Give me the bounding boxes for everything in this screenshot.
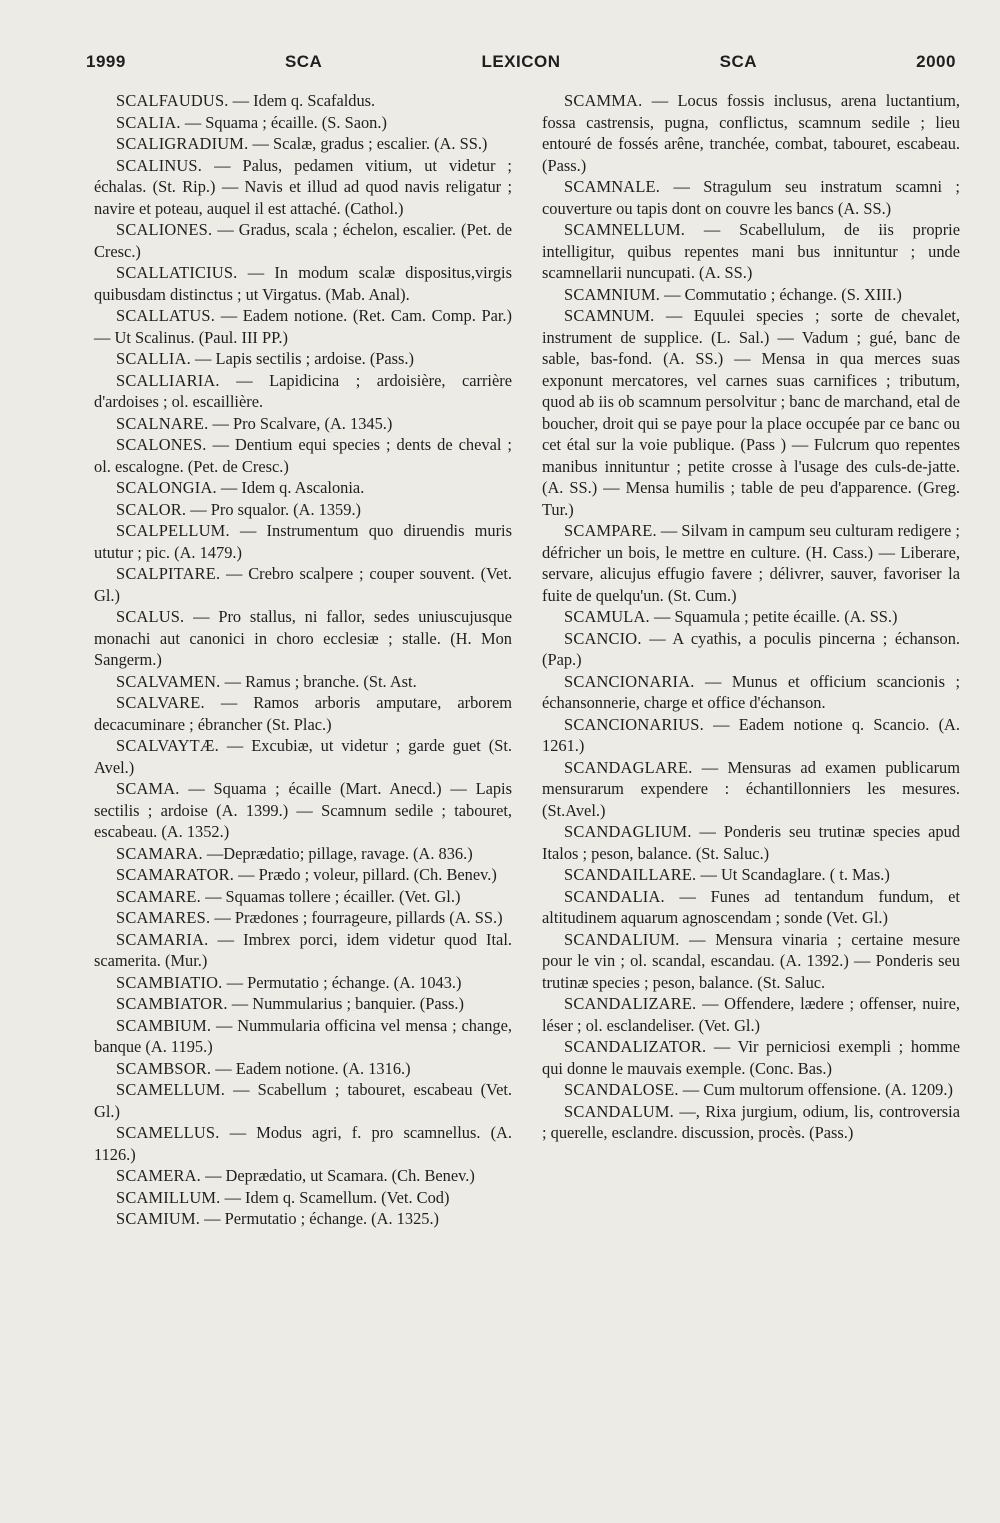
entry-headword: SCAMELLUS.: [116, 1123, 220, 1142]
entry-headword: SCAMA.: [116, 779, 180, 798]
entry-headword: SCALFAUDUS.: [116, 91, 229, 110]
dictionary-entry: [94, 1015, 512, 1058]
entry-definition: — Cum multorum offensione. (A. 1209.): [682, 1080, 953, 1099]
dictionary-entry: [94, 606, 512, 671]
entry-definition: — Gradus, scala ; échelon, escalier. (Pet. de Cresc.): [94, 220, 512, 261]
entry-definition: — Munus et officium scancionis ; échansonnerie, charge et office d'échanson.: [542, 671, 960, 712]
entry-headword: SCAMBIUM.: [116, 1015, 212, 1035]
entry-headword: SCALIA.: [116, 112, 181, 132]
entry-definition: — Scabellulum, de iis proprie intelligitur, quibus repentes mani bus innituntur ; unde scamnellarii nuncupati. (A. SS.): [542, 220, 960, 282]
entry-headword: SCANDALIA.: [564, 886, 665, 906]
dictionary-entry: [542, 1036, 960, 1079]
entry-headword: SCANDALIZARE.: [564, 994, 697, 1013]
dictionary-entry: [542, 821, 960, 864]
entry-definition: — Eadem notione. (A. 1316.): [215, 1058, 411, 1078]
entry-definition: — Eadem notione. (Ret. Cam. Comp. Par.) — Ut Scalinus. (Paul. III PP.): [94, 306, 512, 347]
dictionary-entry: [94, 477, 512, 499]
entry-headword: SCALVAYTÆ.: [116, 736, 219, 755]
entry-definition: — Squamas tollere ; écailler. (Vet. Gl.): [205, 886, 461, 906]
dictionary-entry: [542, 90, 960, 176]
entry-definition: — Excubiæ, ut videtur ; garde guet (St. Avel.): [94, 736, 512, 777]
running-head-left: SCA: [284, 52, 323, 71]
entry-definition: — Ramos arboris amputare, arborem decacuminare ; ébrancher (St. Plac.): [94, 693, 512, 734]
dictionary-entry: [94, 520, 512, 563]
entry-definition: — Squama ; écaille. (S. Saon.): [184, 112, 387, 132]
entry-headword: SCALLATUS.: [116, 306, 215, 325]
entry-headword: SCALUS.: [116, 607, 185, 626]
dictionary-entry: [94, 563, 512, 606]
entry-definition: — Nummularius ; banquier. (Pass.): [231, 994, 464, 1013]
entry-definition: — Mensuras ad examen publicarum mensurarum expendere : échantillonniers les mesures.(St.Avel.): [542, 757, 961, 820]
entry-definition: — Pro stallus, ni fallor, sedes uniuscujusque monachi aut canonici in choro ecclesiæ ; stalle. (H. Mon Sangerm.): [94, 607, 512, 669]
dictionary-entry: [542, 628, 960, 671]
dictionary-entry: [94, 1079, 512, 1122]
entry-headword: SCALLIARIA.: [116, 370, 220, 390]
dictionary-entry: [542, 606, 960, 628]
entry-headword: SCAMMA.: [564, 91, 643, 110]
entry-headword: SCAMIUM.: [116, 1209, 201, 1228]
entry-definition: — Ramus ; branche. (St. Ast.: [224, 671, 417, 691]
entry-headword: SCALONGIA.: [116, 478, 217, 497]
dictionary-entry: [542, 714, 960, 757]
entry-headword: SCANDAGLIUM.: [564, 822, 692, 841]
entry-definition: — Modus agri, f. pro scamnellus. (A. 1126.): [94, 1123, 512, 1164]
entry-definition: — Silvam in campum seu culturam redigere ; défricher un bois, le mettre en culture. (H. Cass.) — Liberare, servare, alicujus effugio favere ; délivrer, sauver, favoriser la fuite de quelqu'un. (St. Cum.): [542, 521, 960, 605]
entry-definition: — Idem q. Scamellum. (Vet. Cod): [224, 1187, 450, 1207]
left-column: [94, 90, 512, 1230]
page-header: [86, 52, 956, 72]
entry-headword: SCAMNALE.: [564, 177, 661, 196]
dictionary-entry: [94, 993, 512, 1015]
dictionary-entry: [542, 1101, 960, 1144]
dictionary-entry: [94, 735, 512, 778]
dictionary-entry: [94, 499, 512, 521]
entry-headword: SCALOR.: [116, 499, 187, 519]
entry-headword: SCALVAMEN.: [116, 671, 221, 691]
entry-definition: — Nummularia officina vel mensa ; change, banque (A. 1195.): [94, 1015, 512, 1056]
right-column: [542, 90, 960, 1144]
entry-definition: — Commutatio ; échange. (S. XIII.): [664, 284, 902, 304]
dictionary-entry: [542, 219, 960, 284]
entry-headword: SCAMARES.: [116, 908, 211, 927]
entry-headword: SCANDAGLARE.: [564, 757, 693, 777]
entry-headword: SCALONES.: [116, 435, 207, 454]
entry-definition: — Scalæ, gradus ; escalier. (A. SS.): [252, 134, 488, 153]
dictionary-entry: [94, 864, 512, 886]
dictionary-entry: [542, 886, 960, 929]
entry-definition: — Equulei species ; sorte de chevalet, instrument de supplice. (L. Sal.) — Vadum ; gué, banc de sable, bas-fond. (A. SS.) — Mensa in qua merces suas exponunt mercatores, vel carnes suas carnifices ; tributum, quod ab iis ob scamnum persolvitur ; banc de marchand, etal de boucher, droit qui se paye pour la place occupée par ce banc ou cet étal sur la voie publique. (Pass ) — Fulcrum quo repentes manibus innituntur ; petite crosse à l'usage des culs-de-jatte. (A. SS.) — Mensa humilis ; table de peu d'apparence. (Greg. Tur.): [542, 306, 960, 519]
entry-headword: SCAMPARE.: [564, 521, 657, 540]
dictionary-entry: [94, 843, 512, 865]
entry-headword: SCANDALIZATOR.: [564, 1037, 707, 1056]
dictionary-entry: [94, 1187, 512, 1209]
entry-definition: — Mensura vinaria ; certaine mesure pour le vin ; ol. scandal, escandau. (A. 1392.) — Ponderis seu trutinæ species ; peson, balance. (St. Saluc.: [542, 929, 960, 992]
entry-definition: — Stragulum seu instratum scamni ; couverture ou tapis dont on couvre les bancs (A. SS.): [542, 177, 960, 218]
entry-definition: — Palus, pedamen vitium, ut videtur ; échalas. (St. Rip.) — Navis et illud ad quod navis religatur ; navire et poteau, auquel il est attaché. (Cathol.): [94, 155, 512, 218]
entry-headword: SCALVARE.: [116, 693, 205, 712]
dictionary-entry: [94, 90, 512, 112]
entry-headword: SCAMARIA.: [116, 929, 209, 949]
dictionary-entry: [542, 671, 960, 714]
dictionary-entry: [94, 972, 512, 994]
dictionary-entry: [94, 262, 512, 305]
entry-definition: — Eadem notione q. Scancio. (A. 1261.): [542, 714, 960, 755]
entry-headword: SCANDALOSE.: [564, 1080, 679, 1099]
entry-headword: SCALIONES.: [116, 220, 213, 239]
dictionary-entry: [542, 864, 960, 886]
dictionary-entry: [542, 176, 960, 219]
entry-definition: — In modum scalæ dispositus,virgis quibusdam distinctus ; ut Virgatus. (Mab. Anal).: [94, 263, 512, 304]
dictionary-entry: [94, 434, 512, 477]
dictionary-entry: [542, 520, 960, 606]
entry-headword: SCAMNIUM.: [564, 284, 661, 304]
entry-headword: SCALINUS.: [116, 155, 203, 175]
entry-headword: SCAMBSOR.: [116, 1058, 212, 1078]
entry-definition: — Funes ad tentandum fundum, et altitudinem aquarum agnoscendam ; sonde (Vet. Gl.): [542, 886, 960, 927]
page-number-left: 1999: [86, 52, 126, 71]
entry-definition: —, Rixa jurgium, odium, lis, controversia ; querelle, esclandre. discussion, procès. (Pass.): [542, 1101, 960, 1142]
entry-definition: — Idem q. Scafaldus.: [232, 91, 376, 110]
dictionary-entry: [542, 305, 960, 520]
dictionary-entry: [94, 1165, 512, 1187]
entry-definition: — Ut Scandaglare. ( t. Mas.): [700, 865, 890, 884]
entry-headword: SCAMBIATIO.: [116, 972, 223, 992]
entry-definition: — Imbrex porci, idem videtur quod Ital. scamerita. (Mur.): [94, 929, 512, 970]
dictionary-entry: [94, 778, 512, 843]
entry-headword: SCANDALIUM.: [564, 929, 680, 949]
entry-definition: — Scabellum ; tabouret, escabeau (Vet. Gl.): [94, 1080, 512, 1121]
dictionary-entry: [542, 993, 960, 1036]
entry-headword: SCALPELLUM.: [116, 521, 230, 540]
entry-definition: — Vir perniciosi exempli ; homme qui donne le mauvais exemple. (Conc. Bas.): [542, 1037, 960, 1078]
dictionary-entry: [542, 284, 960, 306]
dictionary-entry: [94, 907, 512, 929]
entry-headword: SCAMELLUM.: [116, 1080, 226, 1099]
dictionary-entry: [94, 370, 512, 413]
entry-definition: — Prædones ; fourrageure, pillards (A. SS.): [214, 908, 503, 927]
entry-headword: SCAMNELLUM.: [564, 220, 686, 239]
entry-headword: SCAMARE.: [116, 886, 201, 906]
dictionary-entry: [542, 929, 960, 994]
dictionary-entry: [94, 133, 512, 155]
entry-headword: SCALNARE.: [116, 413, 209, 433]
entry-definition: — Pro Scalvare, (A. 1345.): [212, 413, 393, 433]
dictionary-entry: [94, 155, 512, 220]
entry-definition: — Instrumentum quo diruendis muris ututur ; pic. (A. 1479.): [94, 521, 512, 562]
entry-headword: SCAMERA.: [116, 1166, 201, 1185]
entry-definition: — Pro squalor. (A. 1359.): [190, 499, 362, 519]
entry-definition: — Dentium equi species ; dents de cheval ; ol. escalogne. (Pet. de Cresc.): [94, 435, 512, 476]
entry-definition: — Idem q. Ascalonia.: [220, 478, 365, 497]
page-number-right: 2000: [916, 52, 956, 71]
dictionary-entry: [94, 1058, 512, 1080]
dictionary-entry: [94, 348, 512, 370]
entry-headword: SCANCIO.: [564, 628, 642, 648]
running-head-right: SCA: [719, 52, 758, 71]
entry-definition: — Prædo ; voleur, pillard. (Ch. Benev.): [238, 865, 497, 884]
entry-definition: — Permutatio ; échange. (A. 1043.): [226, 972, 462, 992]
dictionary-entry: [94, 1208, 512, 1230]
dictionary-entry: [542, 757, 960, 822]
entry-headword: SCALLATICIUS.: [116, 263, 238, 282]
entry-headword: SCAMARATOR.: [116, 865, 235, 884]
entry-headword: SCANCIONARIUS.: [564, 714, 704, 734]
header-title: LEXICON: [481, 52, 561, 71]
dictionary-entry: [94, 692, 512, 735]
entry-headword: SCALLIA.: [116, 349, 191, 368]
dictionary-entry: [94, 413, 512, 435]
dictionary-entry: [94, 219, 512, 262]
entry-definition: — Squamula ; petite écaille. (A. SS.): [653, 607, 898, 626]
entry-definition: — Squama ; écaille (Mart. Anecd.) — Lapis sectilis ; ardoise (A. 1399.) — Scamnum sedile ; tabouret, escabeau. (A. 1352.): [94, 779, 512, 841]
entry-definition: — Deprædatio, ut Scamara. (Ch. Benev.): [205, 1166, 475, 1185]
entry-definition: — A cyathis, a poculis pincerna ; échanson. (Pap.): [542, 628, 960, 669]
dictionary-entry: [542, 1079, 960, 1101]
dictionary-entry: [94, 112, 512, 134]
entry-headword: SCANDALUM.: [564, 1101, 674, 1121]
entry-definition: — Permutatio ; échange. (A. 1325.): [204, 1209, 440, 1228]
entry-headword: SCALPITARE.: [116, 564, 221, 583]
entry-definition: — Ponderis seu trutinæ species apud Italos ; peson, balance. (St. Saluc.): [542, 822, 960, 863]
dictionary-entry: [94, 671, 512, 693]
entry-definition: — Crebro scalpere ; couper souvent. (Vet. Gl.): [94, 564, 512, 605]
dictionary-entry: [94, 929, 512, 972]
entry-headword: SCAMILLUM.: [116, 1187, 221, 1207]
entry-headword: SCAMARA.: [116, 843, 203, 863]
entry-headword: SCANDAILLARE.: [564, 865, 697, 884]
entry-headword: SCAMULA.: [564, 607, 650, 626]
entry-definition: —Deprædatio; pillage, ravage. (A. 836.): [206, 843, 473, 863]
entry-definition: — Offendere, lædere ; offenser, nuire, léser ; ol. esclandeliser. (Vet. Gl.): [542, 994, 960, 1035]
dictionary-entry: [94, 1122, 512, 1165]
entry-headword: SCANCIONARIA.: [564, 671, 695, 691]
entry-headword: SCAMNUM.: [564, 306, 655, 325]
entry-headword: SCAMBIATOR.: [116, 994, 228, 1013]
entry-definition: — Lapis sectilis ; ardoise. (Pass.): [195, 349, 414, 368]
dictionary-entry: [94, 305, 512, 348]
entry-definition: — Locus fossis inclusus, arena luctantium, fossa castrensis, pugna, conflictus, scamnum sedile ; lieu entouré de fossés arêne, tranchée, combat, tabouret, escabeau. (Pass.): [542, 91, 960, 175]
entry-headword: SCALIGRADIUM.: [116, 134, 249, 153]
entry-definition: — Lapidicina ; ardoisière, carrière d'ardoises ; ol. escaillière.: [94, 370, 512, 411]
dictionary-entry: [94, 886, 512, 908]
